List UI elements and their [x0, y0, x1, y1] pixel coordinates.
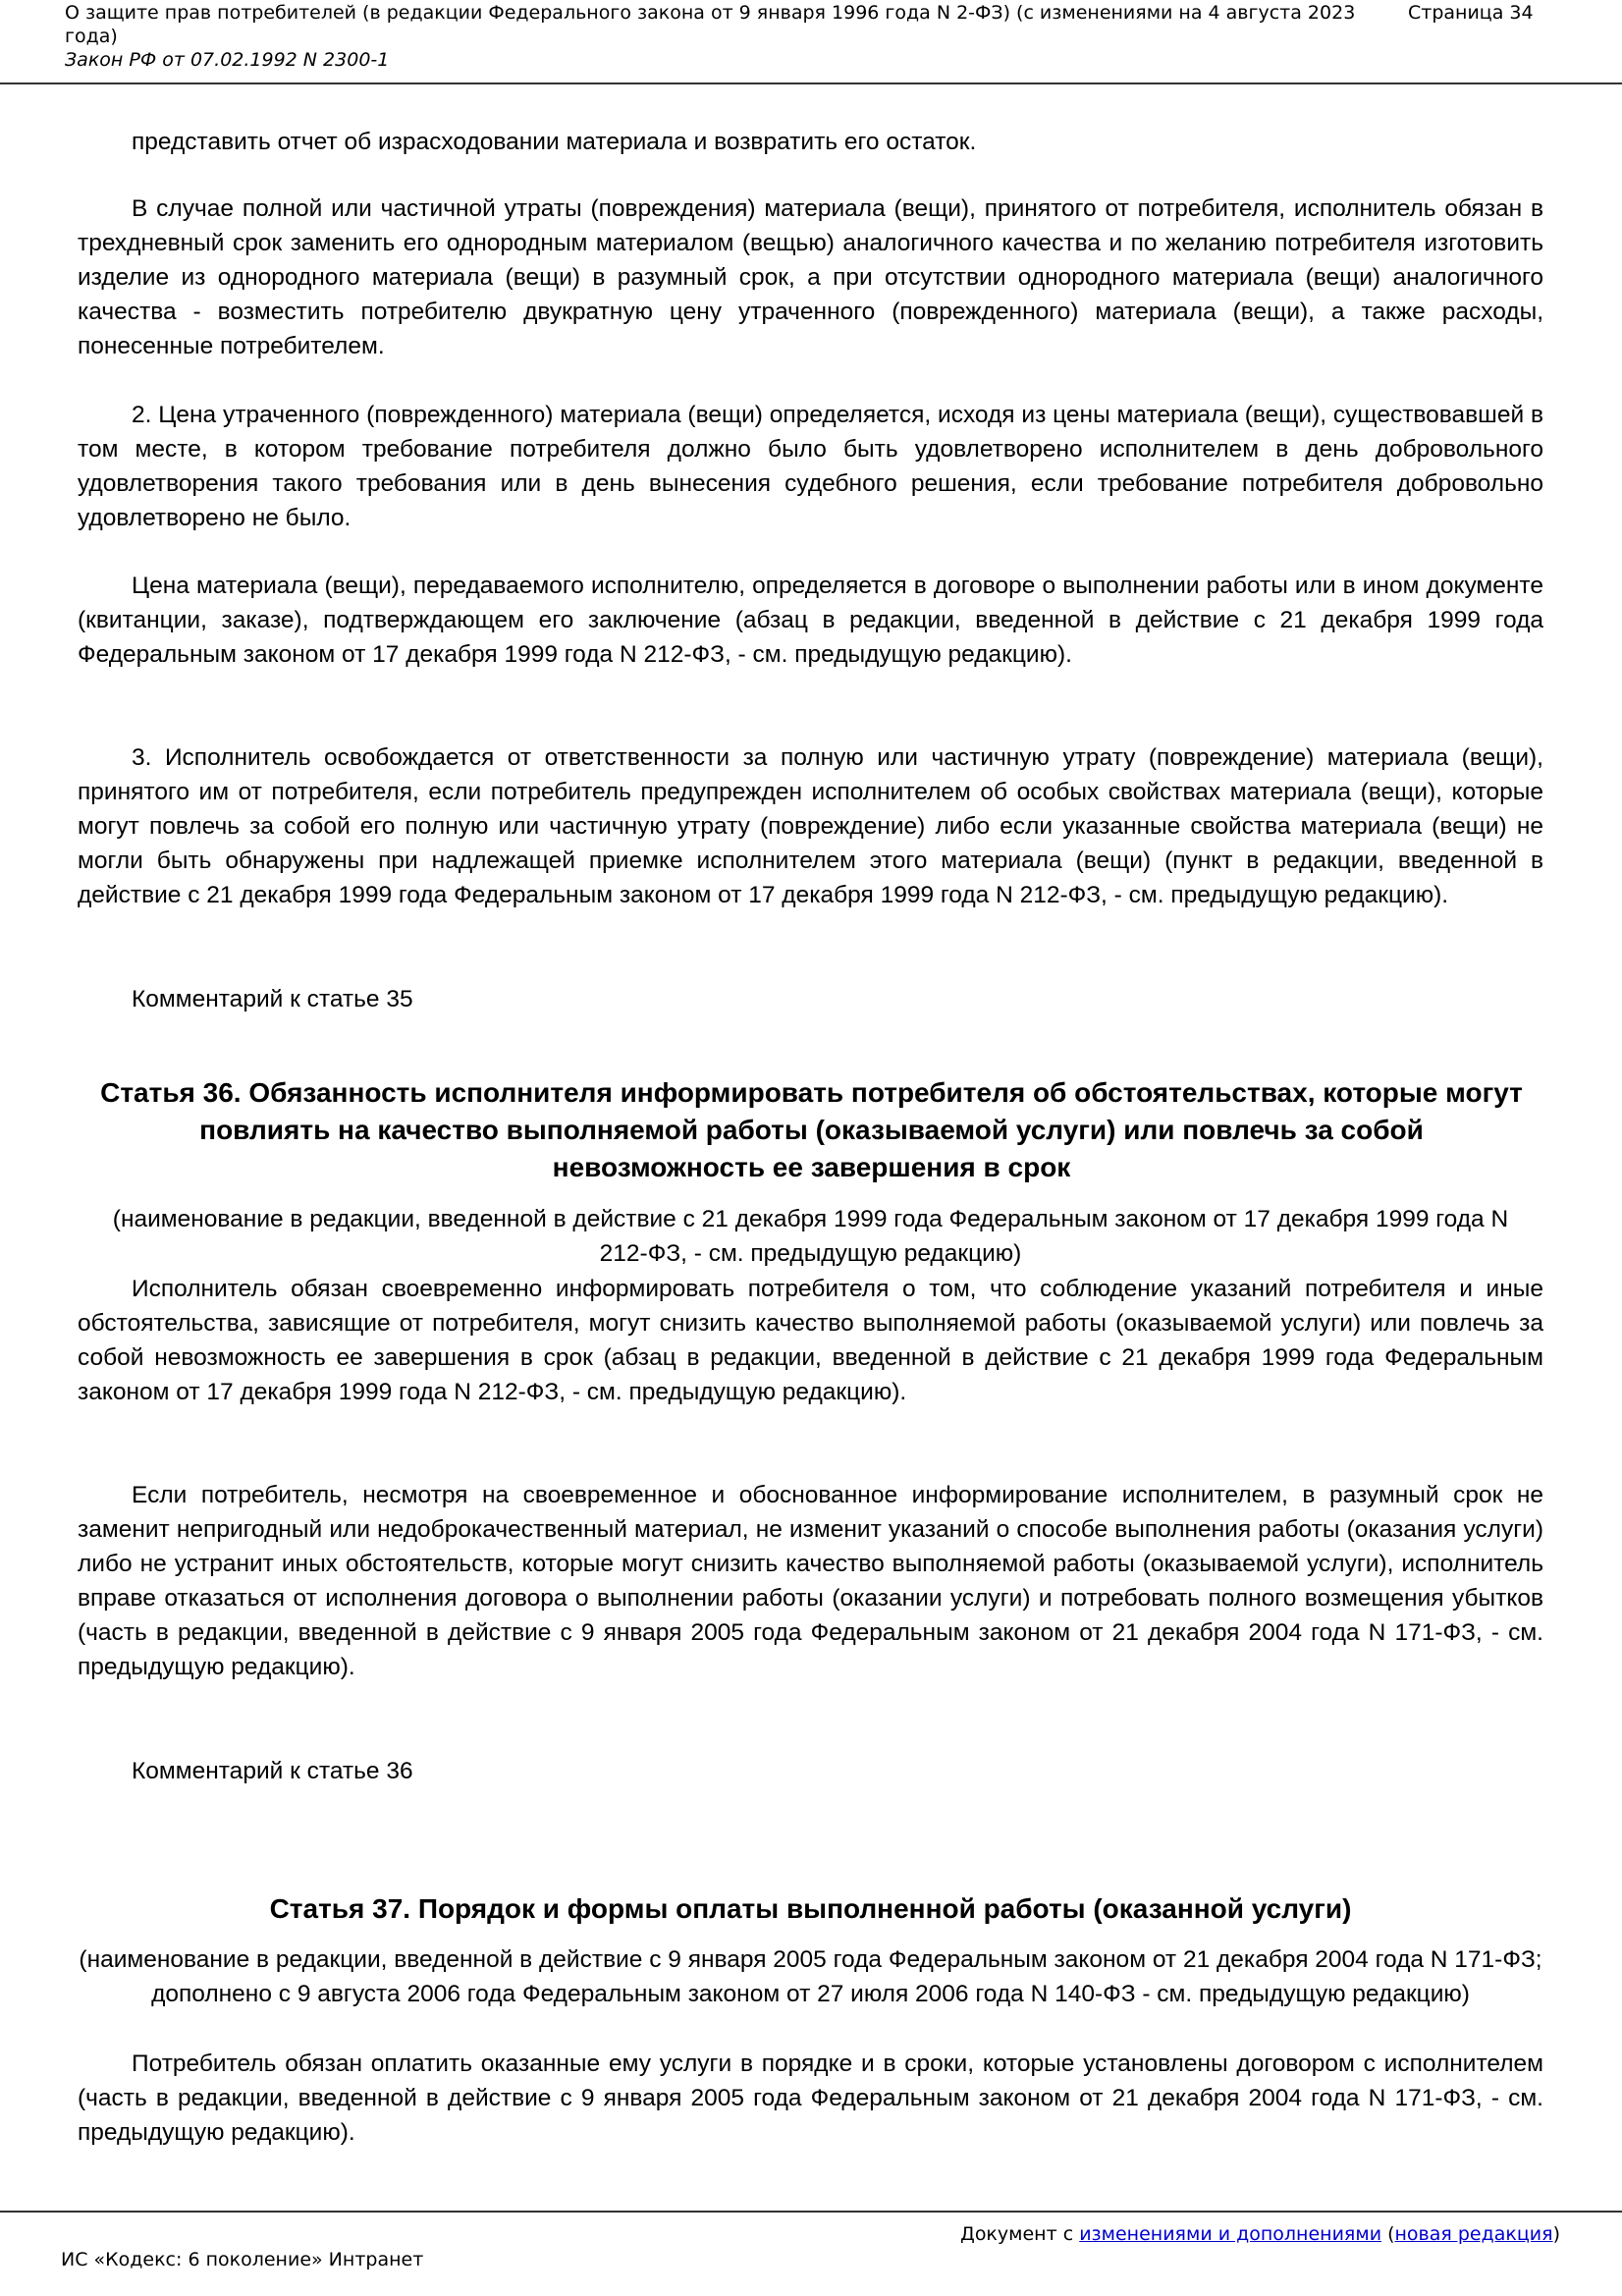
paragraph: 2. Цена утраченного (поврежденного) материала (вещи) определяется, исходя из цены материала (вещи), существовавшей в том месте, в котором требование потребителя должно было быть удовлетворено исполнителем в день добровольного удовлетворения такого требования или в день вынесения судебного решения, если требование потребителя добровольно удовлетворено не было.: [78, 402, 1543, 531]
article-36-heading: Статья 36. Обязанность исполнителя информировать потребителя об обстоятельствах, которые могут повлиять на качество выполняемой работы (оказываемой услуги) или повлечь за собой невозможность ее завершения в срок: [100, 1077, 1523, 1182]
paragraph: Исполнитель обязан своевременно информировать потребителя о том, что соблюдение указаний потребителя и иные обстоятельства, зависящие от потребителя, могут снизить качество выполняемой работы (оказываемой услуги) или повлечь за собой невозможность ее завершения в срок (абзац в редакции, введенной в действие с 21 декабря 1999 года Федеральным законом от 17 декабря 1999 года N 212-ФЗ, - см. предыдущую редакцию).: [78, 1276, 1543, 1405]
article-37-note: (наименование в редакции, введенной в действие с 9 января 2005 года Федеральным законом от 21 декабря 2004 года N 171-ФЗ; дополнено с 9 августа 2006 года Федеральным законом от 27 июля 2006 года N 140-ФЗ - см. предыдущую редакцию): [79, 1946, 1542, 2007]
document-title: О защите прав потребителей (в редакции Федерального закона от 9 января 1996 года N 2-ФЗ) (с изменениями на 4 августа 2023 года): [65, 2, 1356, 47]
close-paren: ): [1552, 2223, 1560, 2245]
page-number: Страница 34: [1408, 2, 1534, 24]
header-divider: [0, 82, 1622, 84]
footer-system-name: ИС «Кодекс: 6 поколение» Интранет: [61, 2249, 424, 2270]
footer-doc-prefix: Документ с: [959, 2223, 1080, 2245]
paragraph: 3. Исполнитель освобождается от ответственности за полную или частичную утрату (повреждение) материала (вещи), принятого им от потребителя, если потребитель предупрежден исполнителем об особых свойствах материала (вещи), которые могут повлечь за собой его полную или частичную утрату (повреждение) либо если указанные свойства материала (вещи) не могли быть обнаружены при надлежащей приемке исполнителем этого материала (вещи) (пункт в редакции, введенной в действие с 21 декабря 1999 года Федеральным законом от 17 декабря 1999 года N 212-ФЗ, - см. предыдущую редакцию).: [78, 744, 1543, 908]
paragraph: Потребитель обязан оплатить оказанные ему услуги в порядке и в сроки, которые установлены договором с исполнителем (часть в редакции, введенной в действие с 9 января 2005 года Федеральным законом от 21 декабря 2004 года N 171-ФЗ, - см. предыдущую редакцию).: [78, 2050, 1543, 2146]
changes-link[interactable]: изменениями и дополнениями: [1079, 2223, 1382, 2245]
paragraph: Если потребитель, несмотря на своевременное и обоснованное информирование исполнителем, в разумный срок не заменит непригодный или недоброкачественный материал, не изменит указаний о способе выполнения работы (оказания услуги) либо не устранит иных обстоятельств, которые могут снизить качество выполняемой работы (оказываемой услуги), исполнитель вправе отказаться от исполнения договора о выполнении работы (оказании услуги) и потребовать полного возмещения убытков (часть в редакции, введенной в действие с 9 января 2005 года Федеральным законом от 21 декабря 2004 года N 171-ФЗ, - см. предыдущую редакцию).: [78, 1482, 1543, 1680]
new-edition-link[interactable]: новая редакция: [1394, 2223, 1553, 2245]
comment-link-article-35[interactable]: Комментарий к статье 35: [132, 986, 413, 1012]
paragraph: Цена материала (вещи), передаваемого исполнителю, определяется в договоре о выполнении работы или в ином документе (квитанции, заказе), подтверждающем его заключение (абзац в редакции, введенной в действие с 21 декабря 1999 года Федеральным законом от 17 декабря 1999 года N 212-ФЗ, - см. предыдущую редакцию).: [78, 573, 1543, 668]
footer-divider: [0, 2211, 1622, 2213]
article-37-heading: Статья 37. Порядок и формы оплаты выполненной работы (оказанной услуги): [269, 1893, 1352, 1924]
paragraph: В случае полной или частичной утраты (повреждения) материала (вещи), принятого от потребителя, исполнитель обязан в трехдневный срок заменить его однородным материалом (вещью) аналогичного качества и по желанию потребителя изготовить изделие из однородного материала (вещи) в разумный срок, а при отсутствии однородного материала (вещи) аналогичного качества - возместить потребителю двукратную цену утраченного (поврежденного) материала (вещи), а также расходы, понесенные потребителем.: [78, 195, 1543, 359]
footer-document-status: [960, 2223, 1560, 2245]
paragraph: представить отчет об израсходовании материала и возвратить его остаток.: [132, 129, 977, 155]
open-paren: (: [1381, 2223, 1395, 2245]
article-36-note: (наименование в редакции, введенной в действие с 21 декабря 1999 года Федеральным законом от 17 декабря 1999 года N 212-ФЗ, - см. предыдущую редакцию): [112, 1206, 1509, 1267]
comment-link-article-36[interactable]: Комментарий к статье 36: [132, 1758, 413, 1784]
document-subtitle: Закон РФ от 07.02.1992 N 2300-1: [65, 49, 390, 71]
